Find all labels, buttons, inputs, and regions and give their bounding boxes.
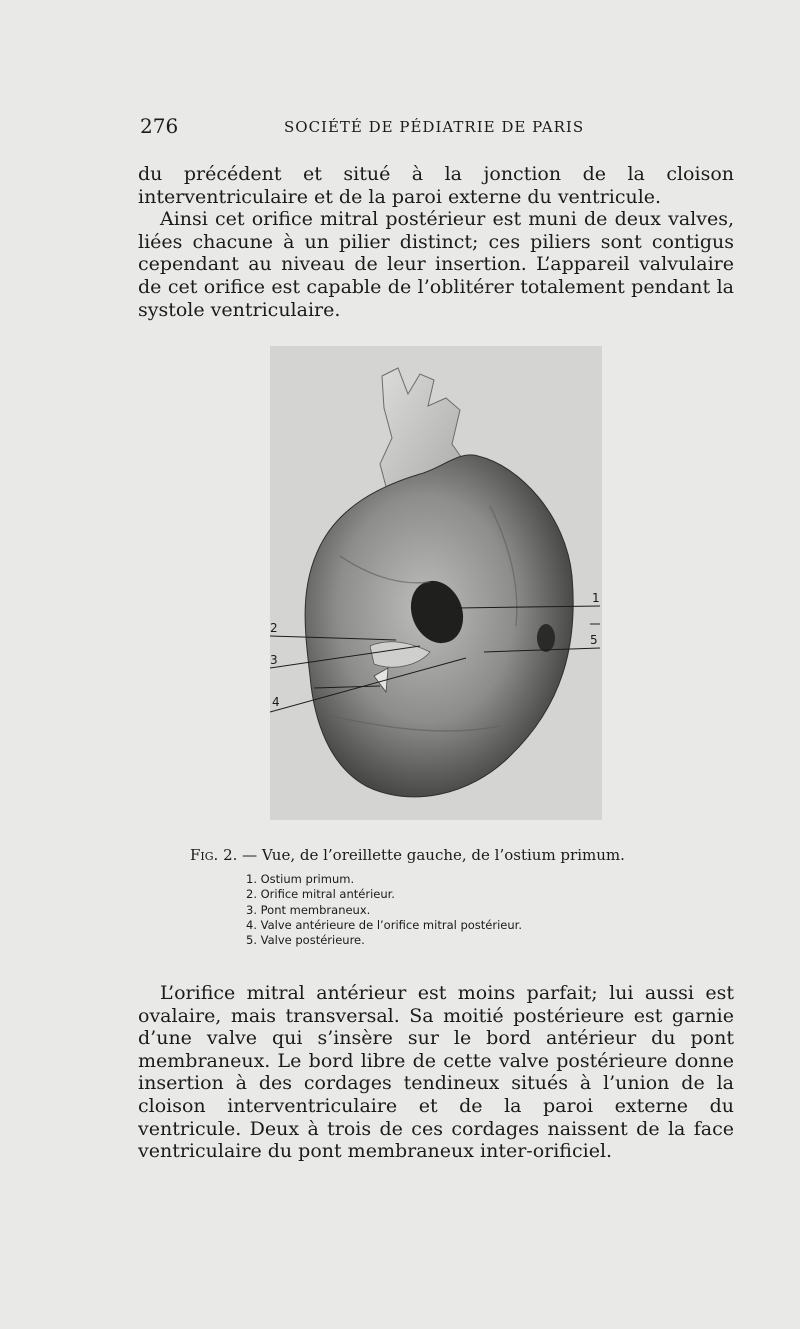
figure-label-5: 5	[590, 633, 598, 647]
legend-item: 1. Ostium primum.	[246, 872, 355, 886]
paragraph-3: L’orifice mitral antérieur est moins parfait; lui aussi est ovalaire, mais transversal. Sa moitié postérieure est garnie d’une valve qui s’insère sur le bord antérieur du pont membraneux. Le bord libre de cette valve postérieure donne insertion à des cordages tendineux situés à l’union de la cloison interventriculaire et de la paroi externe du ventricule. Deux à trois de ces cordages naissent de la face ventriculaire du pont membraneux inter-orificiel.	[138, 982, 734, 1163]
figure-label-3: 3	[270, 653, 278, 667]
legend-item: 2. Orifice mitral antérieur.	[246, 887, 395, 902]
body-text-top	[138, 163, 734, 321]
legend-item: 4. Valve antérieure de l’orifice mitral postérieur.	[246, 917, 522, 932]
heart-illustration	[270, 346, 602, 820]
figure-caption-text: — Vue, de l’oreillette gauche, de l’ostium primum.	[237, 846, 625, 864]
body-text-bottom	[138, 982, 734, 1163]
figure-label-1: 1	[592, 591, 600, 605]
figure-number: Fig. 2.	[190, 846, 238, 864]
legend-item: 5. Valve postérieure.	[246, 933, 365, 948]
paragraph-2: Ainsi cet orifice mitral postérieur est muni de deux valves, liées chacune à un pilier distinct; ces piliers sont contigus cependant au niveau de leur insertion. L’appareil valvulaire de cet orifice est capable de l’oblitérer totalement pendant la systole ventriculaire.	[138, 208, 734, 321]
heart-photograph	[270, 346, 602, 820]
running-head: SOCIÉTÉ DE PÉDIATRIE DE PARIS	[284, 118, 585, 136]
page-number: 276	[140, 114, 179, 138]
posterior-orifice	[537, 624, 555, 652]
figure-legend	[246, 872, 522, 948]
legend-item: 3. Pont membraneux.	[246, 902, 371, 917]
figure-caption	[190, 846, 625, 864]
figure-label-2: 2	[270, 621, 278, 635]
figure-label-4: 4	[272, 695, 280, 709]
paragraph-1: du précédent et situé à la jonction de la cloison interventriculaire et de la paroi externe du ventricule.	[138, 163, 734, 208]
